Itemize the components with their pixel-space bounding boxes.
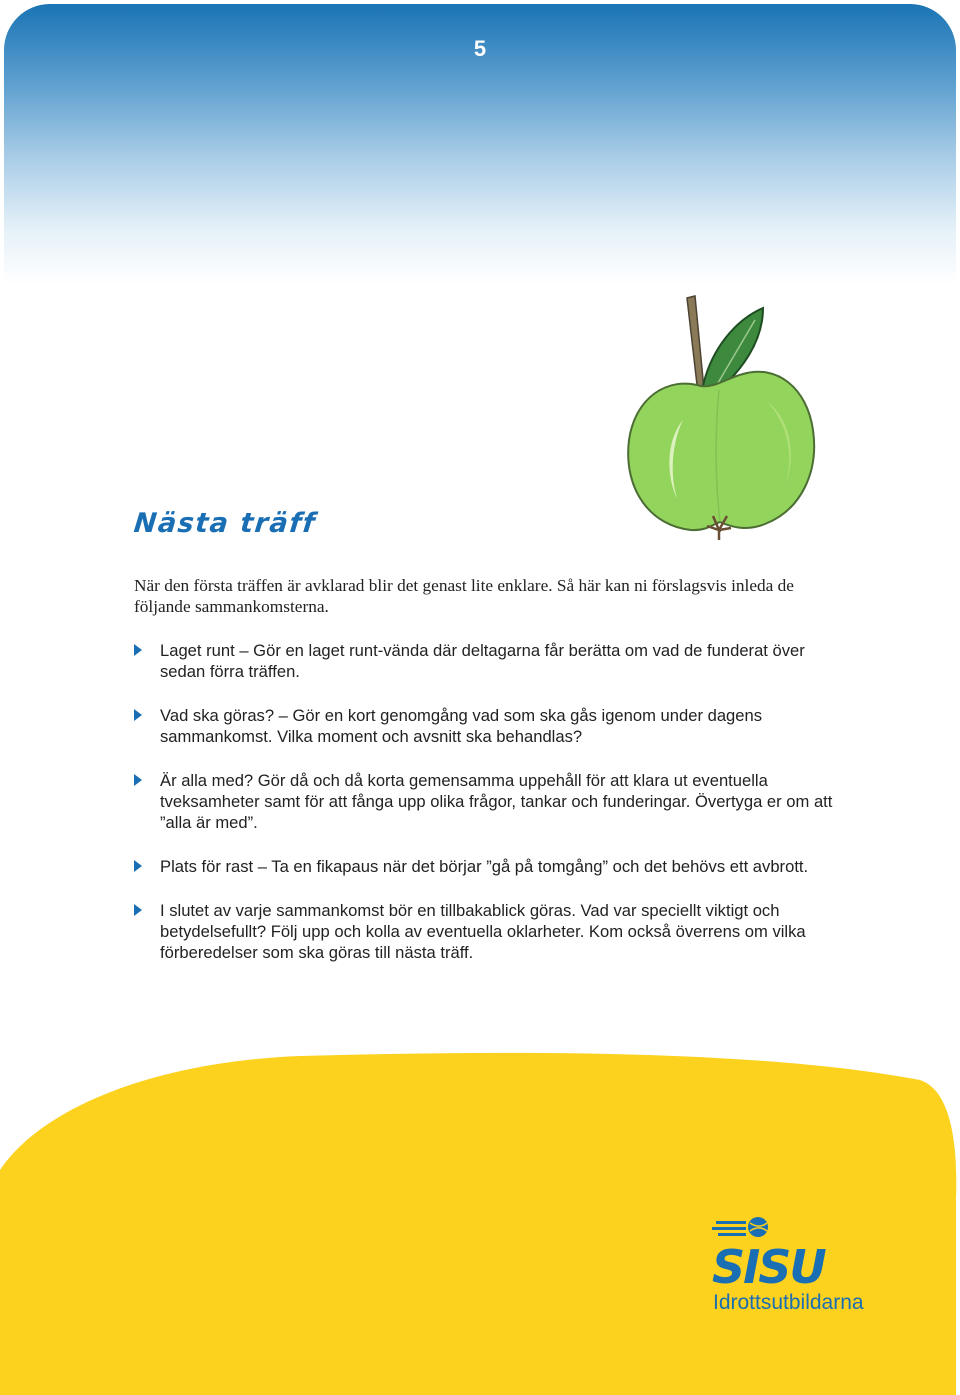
intro-paragraph: När den första träffen är avklarad blir det genast lite enklare. Så här kan ni förslagsvis inleda de följande sammankomsterna. xyxy=(134,576,794,616)
list-item xyxy=(134,640,834,682)
list-item xyxy=(134,705,834,747)
bullet-list xyxy=(134,640,834,986)
list-item xyxy=(134,770,834,833)
list-item xyxy=(134,900,834,963)
bullet-text: Är alla med? Gör då och då korta gemensamma uppehåll för att klara ut eventuella tveksamheter samt för att fånga upp olika frågor, tankar och funderingar. Övertyga er om att ”alla är med”. xyxy=(160,771,833,832)
bullet-arrow-icon xyxy=(134,709,142,721)
bullet-arrow-icon xyxy=(134,774,142,786)
apple-body xyxy=(628,372,814,530)
page-number: 5 xyxy=(473,36,487,61)
bullet-text: Plats för rast – Ta en fikapaus när det börjar ”gå på tomgång” och det behövs ett avbrott. xyxy=(160,857,809,876)
apple-illustration xyxy=(615,290,825,550)
bullet-arrow-icon xyxy=(134,904,142,916)
logo-wordmark: SISU xyxy=(712,1240,825,1287)
bullet-text: Laget runt – Gör en laget runt-vända där deltagarna får berätta om vad de funderat över sedan förra träffen. xyxy=(160,641,805,681)
logo-subtitle: Idrottsutbildarna xyxy=(713,1291,864,1314)
speed-lines-icon xyxy=(712,1221,746,1236)
bullet-arrow-icon xyxy=(134,644,142,656)
bullet-text: Vad ska göras? – Gör en kort genomgång vad som ska gås igenom under dagens sammankomst. Vilka moment och avsnitt ska behandlas? xyxy=(160,706,763,746)
bullet-arrow-icon xyxy=(134,860,142,872)
section-title: Nästa träff xyxy=(132,508,318,539)
ball-icon xyxy=(748,1217,768,1237)
bullet-text: I slutet av varje sammankomst bör en tillbakablick göras. Vad var speciellt viktigt och betydelsefullt? Följ upp och kolla av eventuella oklarheter. Kom också överrens om vilka förberedelser som ska göras till nästa träff. xyxy=(160,901,806,962)
list-item xyxy=(134,856,834,877)
sisu-logo xyxy=(710,1215,840,1287)
